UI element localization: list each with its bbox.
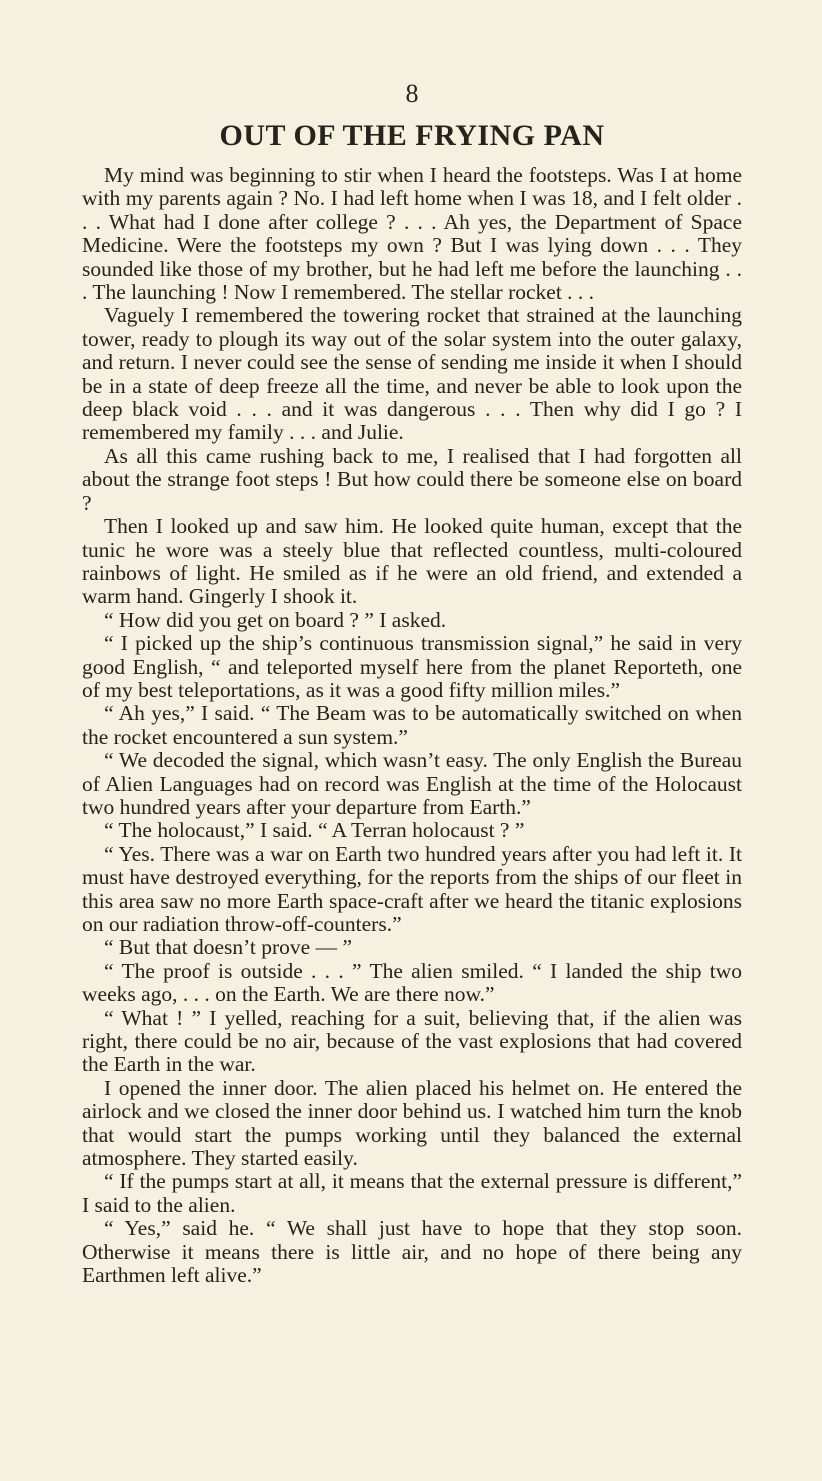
- paragraph: “ We decoded the signal, which wasn’t easy. The only English the Bureau of Alien Languages had on record was English at the time of the Holocaust two hundred years after your departure from Earth.”: [82, 748, 742, 819]
- paragraph: “ Yes. There was a war on Earth two hundred years after you had left it. It must have destroyed everything, for the reports from the ships of our fleet in this area saw no more Earth space-craft after we heard the titanic explosions on our radiation throw-off-counters.”: [82, 841, 742, 936]
- paragraph: Then I looked up and saw him. He looked quite human, except that the tunic he wore was a steely blue that reflected countless, multi-coloured rainbows of light. He smiled as if he were an old friend, and extended a warm hand. Gingerly I shook it.: [82, 514, 742, 609]
- paragraph: “ The proof is outside . . . ” The alien smiled. “ I landed the ship two weeks ago, . . . on the Earth. We are there now.”: [82, 958, 742, 1007]
- paragraph: As all this came rushing back to me, I realised that I had forgotten all about the strange foot steps ! But how could there be someone else on board ?: [82, 443, 742, 515]
- paragraph: I opened the inner door. The alien placed his helmet on. He entered the airlock and we closed the inner door behind us. I watched him turn the knob that would start the pumps working until they balanced the external atmosphere. They started easily.: [82, 1075, 742, 1171]
- paragraph: Vaguely I remembered the towering rocket that strained at the launching tower, ready to plough its way out of the solar system into the outer galaxy, and return. I never could see the sense of sending me inside it when I should be in a state of deep freeze all the time, and never be able to look upon the deep black void . . . and it was dangerous . . . Then why did I go ? I remembered my family . . . and Julie.: [82, 303, 742, 445]
- page-number: 8: [405, 79, 419, 108]
- paragraph: “ The holocaust,” I said. “ A Terran holocaust ? ”: [104, 818, 525, 843]
- paragraph: “ Ah yes,” I said. “ The Beam was to be automatically switched on when the rocket encountered a sun system.”: [82, 701, 742, 749]
- body-text: [82, 164, 742, 1288]
- book-page: [82, 78, 742, 1288]
- paragraph: “ But that doesn’t prove — ”: [104, 935, 352, 960]
- paragraph: “ How did you get on board ? ” I asked.: [104, 607, 447, 632]
- paragraph: “ What ! ” I yelled, reaching for a suit, believing that, if the alien was right, there could be no air, because of the vast explosions that had covered the Earth in the war.: [82, 1005, 742, 1077]
- chapter-title: OUT OF THE FRYING PAN: [219, 119, 605, 152]
- paragraph: “ Yes,” said he. “ We shall just have to hope that they stop soon. Otherwise it means there is little air, and no hope of there being any Earthmen left alive.”: [82, 1216, 742, 1288]
- paragraph: My mind was beginning to stir when I heard the footsteps. Was I at home with my parents again ? No. I had left home when I was 18, and I felt older . . . What had I done after college ? . . . Ah yes, the Department of Space Medicine. Were the footsteps my own ? But I was lying down . . . They sounded like those of my brother, but he had left me before the launching . . . The launching ! Now I remembered. The stellar rocket . . .: [82, 163, 742, 305]
- paragraph: “ If the pumps start at all, it means that the external pressure is different,” I said to the alien.: [82, 1169, 742, 1217]
- paragraph: “ I picked up the ship’s continuous transmission signal,” he said in very good English, “ and teleported myself here from the planet Reporteth, one of my best teleportations, as it was a good fifty million miles.”: [82, 631, 742, 702]
